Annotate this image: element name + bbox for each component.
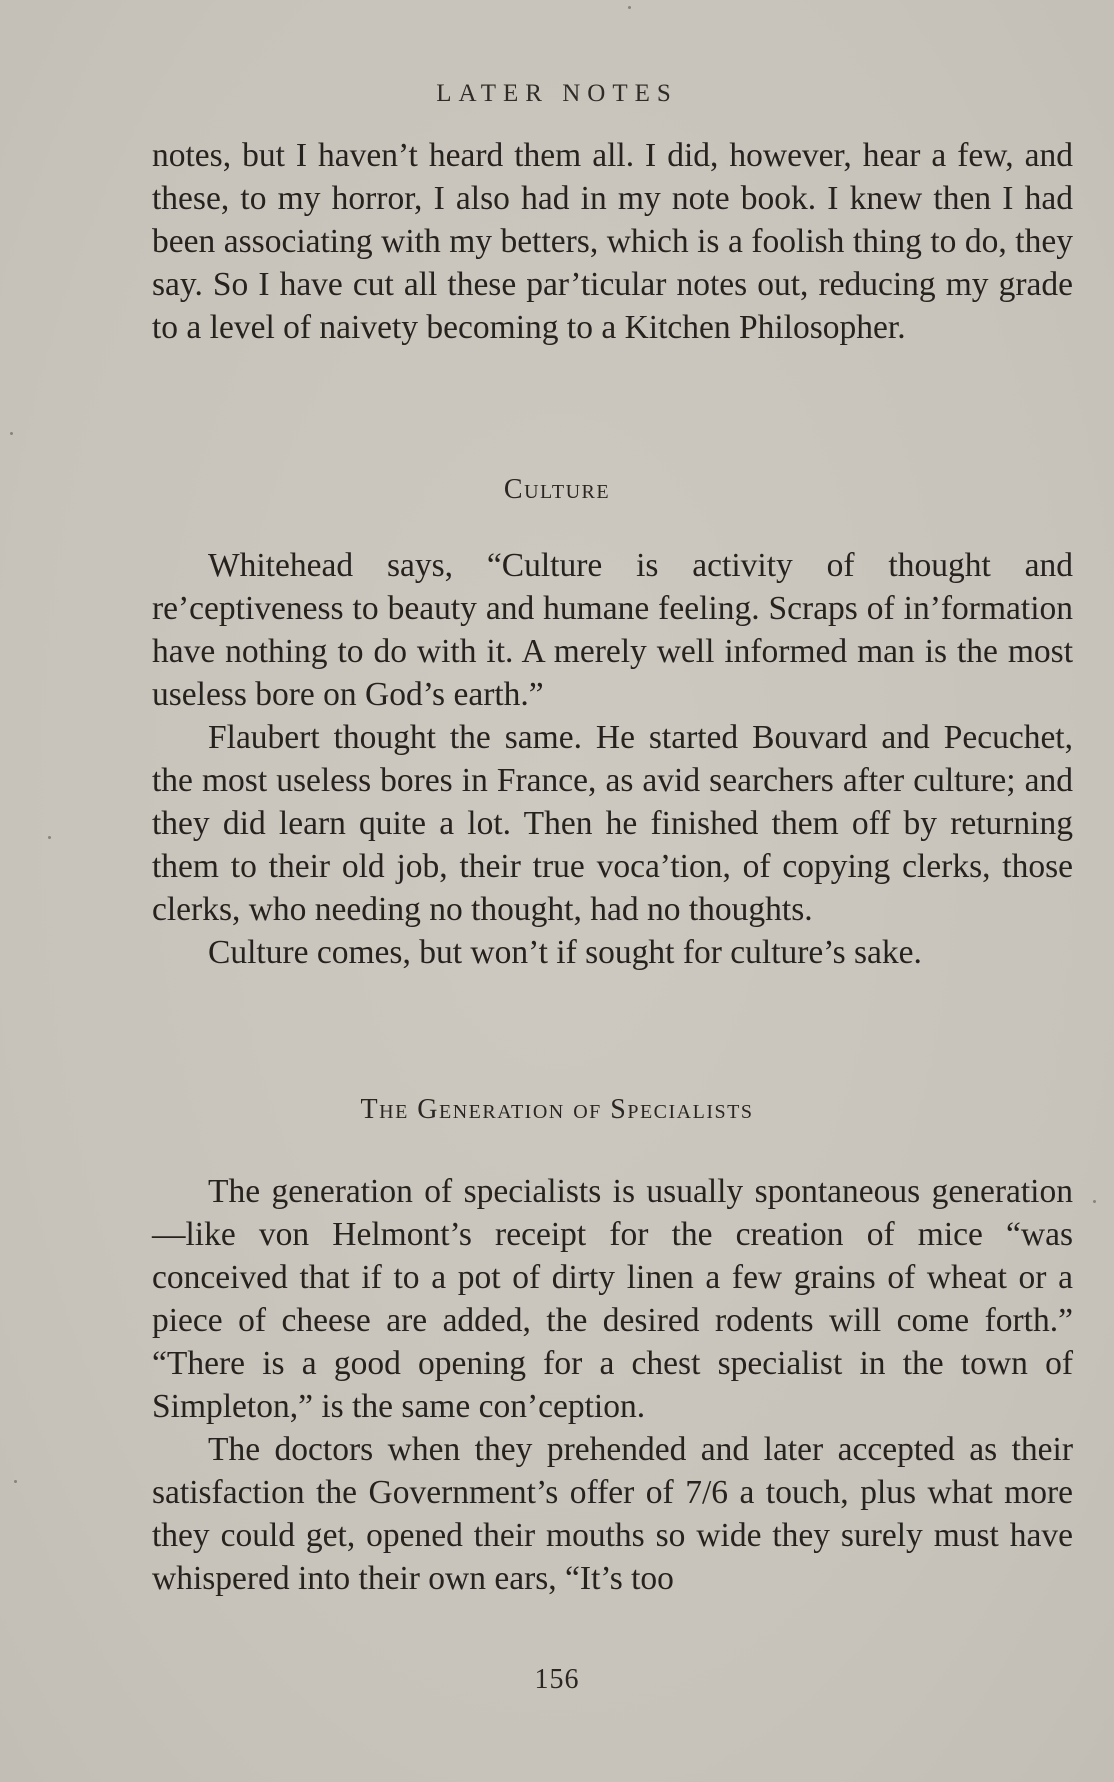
specialists-heading: The Generation of Specialists [360,1094,754,1125]
culture-heading: Culture [503,474,611,505]
culture-paragraph-1: Whitehead says, “Culture is activity of thought and re’ceptiveness to beauty and humane feeling. Scraps of in’formation have nothing to do with it. A merely well informed man is the most useless bore on God’s earth.” [152,547,1073,713]
running-head: LATER NOTES [436,80,678,107]
paper-speck [14,1480,17,1483]
specialists-paragraph-2: The doctors when they prehended and later accepted as their satisfaction the Government’s offer of 7/6 a touch, plus what more they could get, opened their mouths so wide they surely must have whispered into their own ears, “It’s too [152,1431,1073,1597]
opening-paragraph: notes, but I haven’t heard them all. I did, however, hear a few, and these, to my horror, I also had in my note book. I knew then I had been associating with my betters, which is a foolish thing to do, they say. So I have cut all these par’ticular notes out, reducing my grade to a level of naivety becoming to a Kitchen Philosopher. [152,137,1073,346]
paper-speck [628,6,631,9]
opening-text [152,134,1073,349]
paper-speck [48,836,51,839]
culture-section [152,544,1073,974]
paper-speck [10,432,13,435]
culture-paragraph-3: Culture comes, but won’t if sought for culture’s sake. [208,934,922,971]
specialists-section [152,1170,1073,1600]
specialists-paragraph-1: The generation of specialists is usually spontaneous generation—like von Helmont’s receipt for the creation of mice “was conceived that if to a pot of dirty linen a few grains of wheat or a piece of cheese are added, the desired rodents will come forth.” “There is a good opening for a chest specialist in the town of Simpleton,” is the same con’ception. [152,1173,1073,1425]
page-number: 156 [534,1664,580,1695]
culture-paragraph-2: Flaubert thought the same. He started Bouvard and Pecuchet, the most useless bores in France, as avid searchers after culture; and they did learn quite a lot. Then he finished them off by returning them to their old job, their true voca’tion, of copying clerks, those clerks, who needing no thought, had no thoughts. [152,719,1073,928]
paper-speck [1093,1200,1096,1203]
